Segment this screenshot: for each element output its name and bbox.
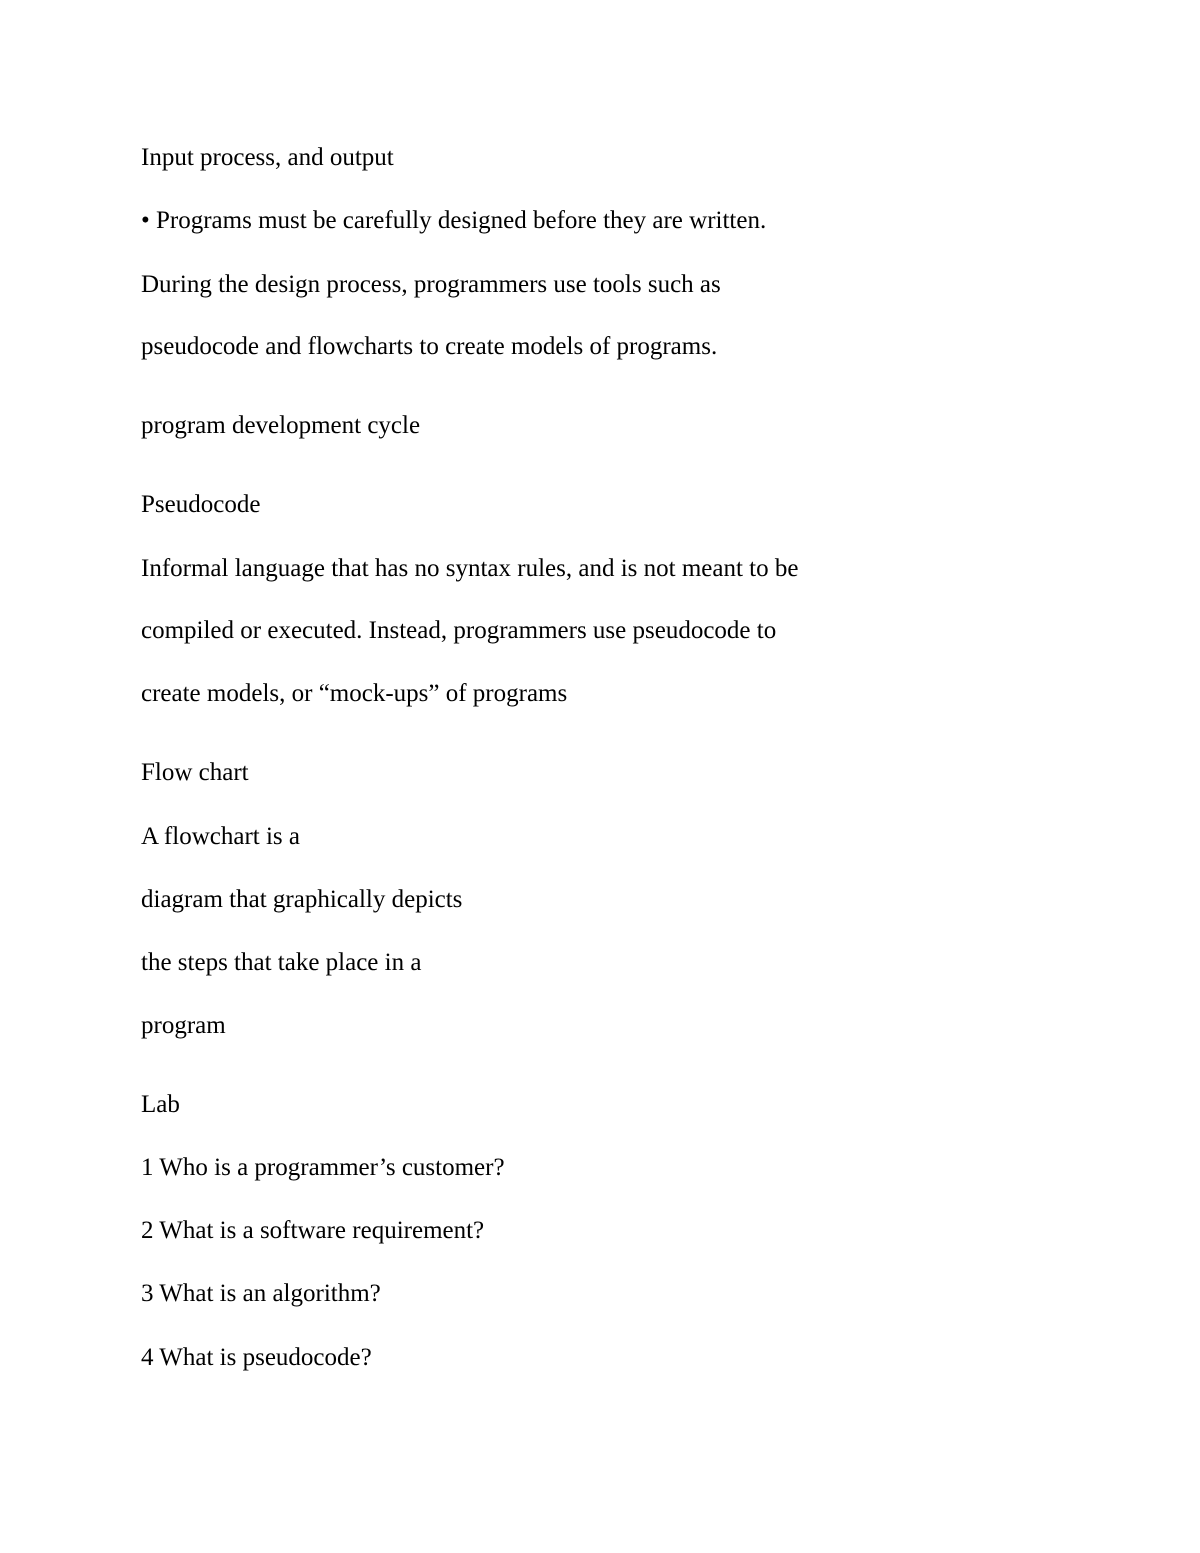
paragraph-line: program bbox=[141, 1012, 226, 1039]
heading-flow-chart: Flow chart bbox=[141, 759, 249, 786]
paragraph-line: the steps that take place in a bbox=[141, 949, 422, 976]
lab-question-3: 3 What is an algorithm? bbox=[141, 1280, 381, 1307]
bullet-programs-designed: • Programs must be carefully designed before they are written. bbox=[141, 207, 767, 234]
paragraph-line: A flowchart is a bbox=[141, 823, 300, 850]
paragraph-line: compiled or executed. Instead, programmers use pseudocode to bbox=[141, 617, 777, 644]
lab-question-4: 4 What is pseudocode? bbox=[141, 1344, 372, 1371]
paragraph-line: Informal language that has no syntax rules, and is not meant to be bbox=[141, 555, 799, 582]
heading-lab: Lab bbox=[141, 1091, 180, 1118]
heading-pseudocode: Pseudocode bbox=[141, 491, 261, 518]
lab-question-2: 2 What is a software requirement? bbox=[141, 1217, 485, 1244]
paragraph-line: pseudocode and flowcharts to create models of programs. bbox=[141, 333, 718, 360]
paragraph-line: create models, or “mock-ups” of programs bbox=[141, 680, 568, 707]
paragraph-line: diagram that graphically depicts bbox=[141, 886, 463, 913]
heading-program-development-cycle: program development cycle bbox=[141, 412, 421, 439]
paragraph-line: During the design process, programmers use tools such as bbox=[141, 271, 721, 298]
heading-input-process-output: Input process, and output bbox=[141, 144, 394, 171]
lab-question-1: 1 Who is a programmer’s customer? bbox=[141, 1154, 505, 1181]
